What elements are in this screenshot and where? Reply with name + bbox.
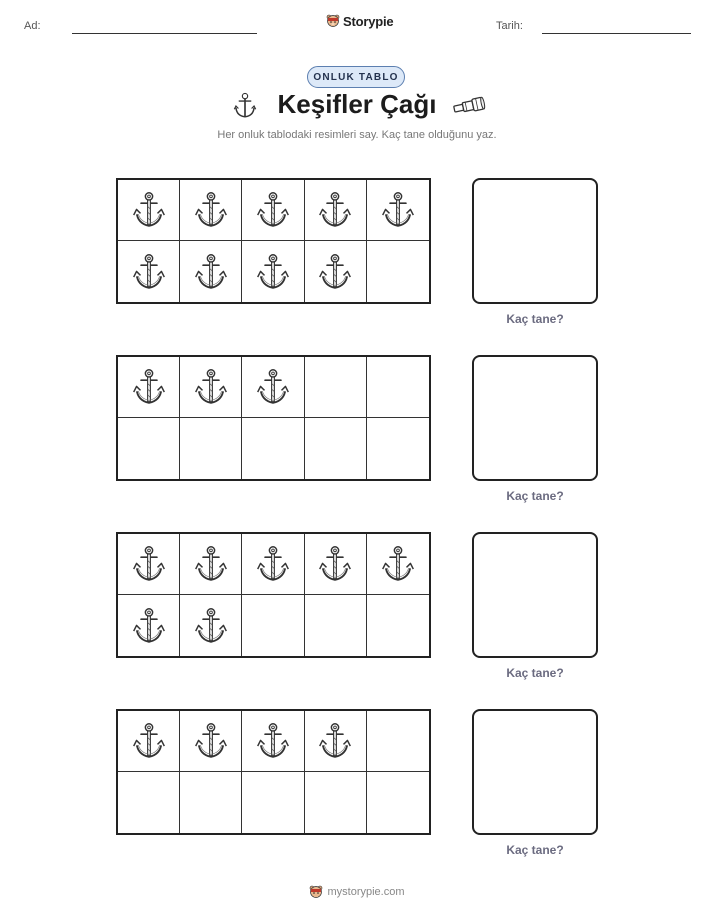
anchor-icon <box>256 252 290 292</box>
ten-frame-cell <box>180 772 242 833</box>
anchor-icon <box>132 544 166 584</box>
anchor-icon <box>194 190 228 230</box>
answer-label-2: Kaç tane? <box>506 489 564 503</box>
ten-frame-3 <box>116 532 431 658</box>
ten-frame-cell <box>180 180 242 241</box>
instructions: Her onluk tablodaki resimleri say. Kaç tane olduğunu yaz. <box>217 129 497 141</box>
ten-frame-cell <box>242 534 304 595</box>
ten-frame-cell <box>367 595 429 656</box>
page-title: Keşifler Çağı <box>277 89 437 119</box>
brand-name: Storypie <box>343 13 394 29</box>
anchor-icon <box>318 190 352 230</box>
anchor-icon <box>318 252 352 292</box>
ten-frame-cell <box>305 595 367 656</box>
bear-mascot-icon <box>309 884 323 900</box>
anchor-icon <box>256 721 290 761</box>
ten-frame-cell <box>367 711 429 772</box>
anchor-icon <box>256 190 290 230</box>
anchor-icon <box>132 367 166 407</box>
ten-frame-cell <box>118 418 180 479</box>
anchor-icon <box>318 544 352 584</box>
anchor-icon <box>132 721 166 761</box>
answer-label-4: Kaç tane? <box>506 843 564 857</box>
ten-frame-cell <box>118 534 180 595</box>
anchor-icon <box>194 721 228 761</box>
ten-frame-cell <box>367 241 429 302</box>
ten-frame-cell <box>118 595 180 656</box>
ten-frame-cell <box>242 418 304 479</box>
anchor-icon <box>194 252 228 292</box>
ten-frame-cell <box>118 772 180 833</box>
ten-frame-cell <box>180 357 242 418</box>
ten-frame-cell <box>367 418 429 479</box>
ten-frame-cell <box>180 595 242 656</box>
bear-mascot-icon <box>326 13 340 29</box>
ten-frame-cell <box>180 534 242 595</box>
ten-frame-cell <box>305 357 367 418</box>
answer-box-1[interactable] <box>472 178 598 304</box>
anchor-icon <box>318 721 352 761</box>
ten-frame-cell <box>367 357 429 418</box>
ten-frame-4 <box>116 709 431 835</box>
ten-frame-cell <box>305 534 367 595</box>
ten-frame-cell <box>305 180 367 241</box>
answer-box-3[interactable] <box>472 532 598 658</box>
title-row <box>0 88 714 124</box>
ten-frame-cell <box>242 772 304 833</box>
name-label: Ad: <box>24 20 41 32</box>
anchor-icon <box>256 367 290 407</box>
ten-frame-cell <box>305 241 367 302</box>
answer-label-3: Kaç tane? <box>506 666 564 680</box>
anchor-icon <box>381 190 415 230</box>
ten-frame-cell <box>180 241 242 302</box>
date-label: Tarih: <box>496 20 523 32</box>
ten-frame-cell <box>242 357 304 418</box>
ten-frame-cell <box>180 711 242 772</box>
ten-frame-cell <box>367 534 429 595</box>
name-field-line[interactable] <box>72 33 257 34</box>
ten-frame-cell <box>118 180 180 241</box>
ten-frame-cell <box>305 772 367 833</box>
footer-url[interactable]: mystorypie.com <box>327 886 405 898</box>
anchor-icon <box>256 544 290 584</box>
anchor-icon <box>194 544 228 584</box>
ten-frame-1 <box>116 178 431 304</box>
answer-label-1: Kaç tane? <box>506 312 564 326</box>
spyglass-icon <box>452 96 486 116</box>
ten-frame-cell <box>242 595 304 656</box>
ten-frame-cell <box>305 711 367 772</box>
answer-box-4[interactable] <box>472 709 598 835</box>
anchor-icon <box>381 544 415 584</box>
ten-frame-cell <box>367 180 429 241</box>
anchor-icon <box>194 606 228 646</box>
ten-frame-cell <box>242 180 304 241</box>
anchor-icon <box>132 606 166 646</box>
ten-frame-cell <box>180 418 242 479</box>
ten-frame-cell <box>118 357 180 418</box>
answer-box-2[interactable] <box>472 355 598 481</box>
anchor-icon <box>194 367 228 407</box>
ten-frame-cell <box>305 418 367 479</box>
ten-frame-cell <box>242 711 304 772</box>
date-field-line[interactable] <box>542 33 691 34</box>
brand-logo <box>326 13 393 29</box>
ten-frame-2 <box>116 355 431 481</box>
ten-frame-cell <box>118 241 180 302</box>
ten-frame-cell <box>118 711 180 772</box>
category-badge: ONLUK TABLO <box>307 66 405 88</box>
ten-frame-cell <box>242 241 304 302</box>
footer <box>0 884 714 900</box>
anchor-icon <box>132 190 166 230</box>
anchor-icon <box>132 252 166 292</box>
ten-frame-cell <box>367 772 429 833</box>
